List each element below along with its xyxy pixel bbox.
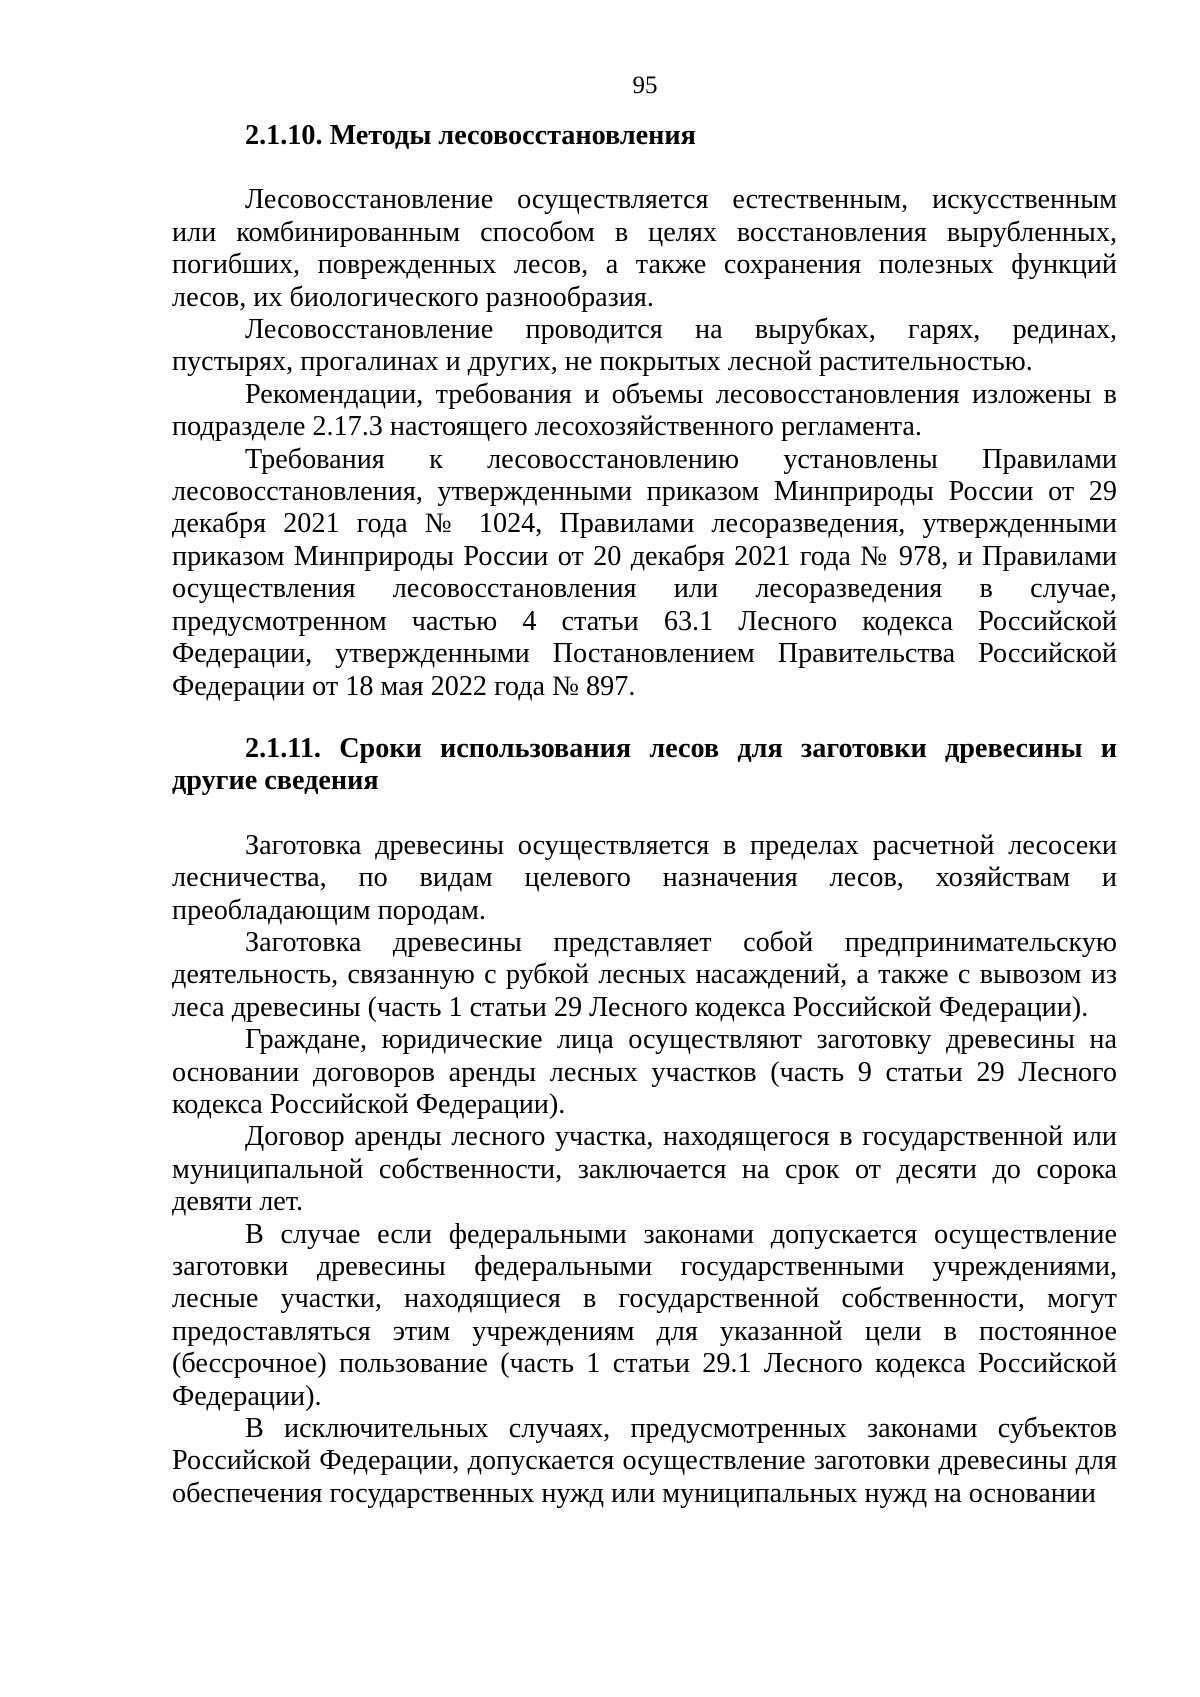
paragraph: Требования к лесовосстановлению установлены Правилами лесовосстановления, утвержденными приказом Минприроды России от 29 декабря 2021 года № 1024, Правилами лесоразведения, утвержденными приказом Минприроды России от 20 декабря 2021 года № 978, и Правилами осуществления лесовосстановления или лесоразведения в случае, предусмотренном частью 4 статьи 63.1 Лесного кодекса Российской Федерации, утвержденными Постановлением Правительства Российской Федерации от 18 мая 2022 года № 897. (172, 443, 1117, 702)
paragraph: Договор аренды лесного участка, находящегося в государственной или муниципальной собственности, заключается на срок от десяти до сорока девяти лет. (172, 1121, 1117, 1218)
paragraph: Рекомендации, требования и объемы лесовосстановления изложены в подразделе 2.17.3 настоящего лесохозяйственного регламента. (172, 378, 1117, 443)
paragraph: Заготовка древесины представляет собой предпринимательскую деятельность, связанную с рубкой лесных насаждений, а также с вывозом из леса древесины (часть 1 статьи 29 Лесного кодекса Российской Федерации). (172, 926, 1117, 1023)
paragraph: Заготовка древесины осуществляется в пределах расчетной лесосеки лесничества, по видам целевого назначения лесов, хозяйствам и преобладающим породам. (172, 829, 1117, 926)
paragraph: В исключительных случаях, предусмотренных законами субъектов Российской Федерации, допускается осуществление заготовки древесины для обеспечения государственных нужд или муниципальных нужд на основании (172, 1413, 1117, 1509)
page-content (172, 120, 1117, 1510)
page-number: 95 (632, 72, 658, 99)
paragraph: Лесовосстановление проводится на вырубках, гарях, рединах, пустырях, прогалинах и других, не покрытых лесной растительностью. (172, 314, 1117, 378)
paragraph: В случае если федеральными законами допускается осуществление заготовки древесины федеральными государственными учреждениями, лесные участки, находящиеся в государственной собственности, могут предоставляться этим учреждениям для указанной цели в постоянное (бессрочное) пользование (часть 1 статьи 29.1 Лесного кодекса Российской Федерации). (172, 1218, 1117, 1412)
paragraph: Лесовосстановление осуществляется естественным, искусственным или комбинированным способом в целях восстановления вырубленных, погибших, поврежденных лесов, а также сохранения полезных функций лесов, их биологического разнообразия. (172, 184, 1117, 313)
section-heading-timber-harvest-terms: 2.1.11. Сроки использования лесов для заготовки древесины и другие сведения (172, 732, 1117, 797)
paragraph: Граждане, юридические лица осуществляют заготовку древесины на основании договоров аренды лесных участков (часть 9 статьи 29 Лесного кодекса Российской Федерации). (172, 1024, 1117, 1120)
section-heading-forest-restoration-methods: 2.1.10. Методы лесовосстановления (245, 120, 696, 151)
